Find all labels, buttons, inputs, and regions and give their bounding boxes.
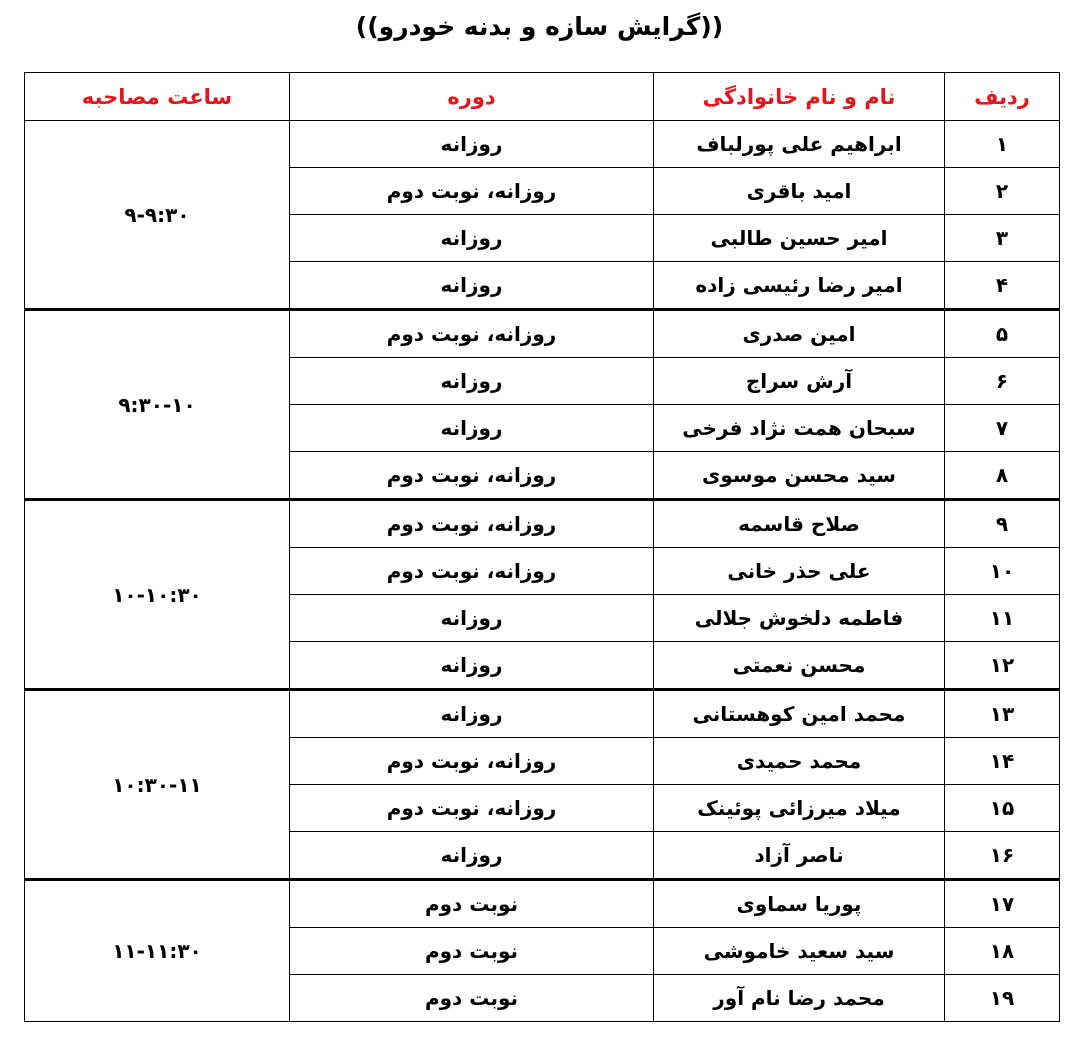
row-number: ۸ bbox=[945, 452, 1060, 500]
full-name: محمد حمیدی bbox=[654, 738, 945, 785]
term: روزانه bbox=[290, 832, 654, 880]
full-name: سبحان همت نژاد فرخی bbox=[654, 405, 945, 452]
term: روزانه bbox=[290, 358, 654, 405]
row-number: ۹ bbox=[945, 500, 1060, 548]
table-row bbox=[25, 500, 1060, 548]
row-number: ۱۰ bbox=[945, 548, 1060, 595]
term: روزانه، نوبت دوم bbox=[290, 548, 654, 595]
interview-time-slot: ۹:۳۰-۱۰ bbox=[25, 310, 290, 500]
header-full-name: نام و نام خانوادگی bbox=[654, 73, 945, 121]
full-name: میلاد میرزائی پوئینک bbox=[654, 785, 945, 832]
full-name: سید سعید خاموشی bbox=[654, 928, 945, 975]
table-header-row bbox=[25, 73, 1060, 121]
term: نوبت دوم bbox=[290, 975, 654, 1022]
full-name: امیر حسین طالبی bbox=[654, 215, 945, 262]
row-number: ۱ bbox=[945, 121, 1060, 168]
row-number: ۴ bbox=[945, 262, 1060, 310]
full-name: محسن نعمتی bbox=[654, 642, 945, 690]
term: روزانه bbox=[290, 405, 654, 452]
full-name: پوریا سماوی bbox=[654, 880, 945, 928]
full-name: امیر رضا رئیسی زاده bbox=[654, 262, 945, 310]
table-body bbox=[25, 121, 1060, 1022]
row-number: ۷ bbox=[945, 405, 1060, 452]
term: روزانه، نوبت دوم bbox=[290, 452, 654, 500]
row-number: ۳ bbox=[945, 215, 1060, 262]
full-name: آرش سراج bbox=[654, 358, 945, 405]
term: روزانه bbox=[290, 262, 654, 310]
full-name: محمد رضا نام آور bbox=[654, 975, 945, 1022]
interview-time-slot: ۹-۹:۳۰ bbox=[25, 121, 290, 310]
row-number: ۱۴ bbox=[945, 738, 1060, 785]
full-name: ابراهیم علی پورلباف bbox=[654, 121, 945, 168]
full-name: محمد امین کوهستانی bbox=[654, 690, 945, 738]
term: روزانه bbox=[290, 642, 654, 690]
row-number: ۲ bbox=[945, 168, 1060, 215]
term: روزانه bbox=[290, 595, 654, 642]
full-name: امین صدری bbox=[654, 310, 945, 358]
term: روزانه، نوبت دوم bbox=[290, 168, 654, 215]
header-interview-time: ساعت مصاحبه bbox=[25, 73, 290, 121]
table-row bbox=[25, 121, 1060, 168]
row-number: ۱۳ bbox=[945, 690, 1060, 738]
row-number: ۱۵ bbox=[945, 785, 1060, 832]
full-name: سید محسن موسوی bbox=[654, 452, 945, 500]
row-number: ۱۲ bbox=[945, 642, 1060, 690]
term: روزانه bbox=[290, 121, 654, 168]
interview-schedule-table bbox=[24, 72, 1060, 1022]
full-name: علی حذر خانی bbox=[654, 548, 945, 595]
row-number: ۱۸ bbox=[945, 928, 1060, 975]
header-term: دوره bbox=[290, 73, 654, 121]
row-number: ۱۶ bbox=[945, 832, 1060, 880]
term: روزانه، نوبت دوم bbox=[290, 500, 654, 548]
table-row bbox=[25, 310, 1060, 358]
full-name: امید باقری bbox=[654, 168, 945, 215]
row-number: ۶ bbox=[945, 358, 1060, 405]
row-number: ۱۷ bbox=[945, 880, 1060, 928]
document-title: ((گرایش سازه و بدنه خودرو)) bbox=[355, 12, 724, 41]
table-row bbox=[25, 880, 1060, 928]
row-number: ۱۱ bbox=[945, 595, 1060, 642]
term: روزانه bbox=[290, 215, 654, 262]
interview-time-slot: ۱۱-۱۱:۳۰ bbox=[25, 880, 290, 1022]
term: روزانه، نوبت دوم bbox=[290, 738, 654, 785]
table-row bbox=[25, 690, 1060, 738]
full-name: فاطمه دلخوش جلالی bbox=[654, 595, 945, 642]
full-name: ناصر آزاد bbox=[654, 832, 945, 880]
full-name: صلاح قاسمه bbox=[654, 500, 945, 548]
term: روزانه bbox=[290, 690, 654, 738]
interview-time-slot: ۱۰:۳۰-۱۱ bbox=[25, 690, 290, 880]
row-number: ۵ bbox=[945, 310, 1060, 358]
term: روزانه، نوبت دوم bbox=[290, 785, 654, 832]
term: نوبت دوم bbox=[290, 880, 654, 928]
header-row-number: ردیف bbox=[945, 73, 1060, 121]
term: نوبت دوم bbox=[290, 928, 654, 975]
term: روزانه، نوبت دوم bbox=[290, 310, 654, 358]
interview-time-slot: ۱۰-۱۰:۳۰ bbox=[25, 500, 290, 690]
row-number: ۱۹ bbox=[945, 975, 1060, 1022]
